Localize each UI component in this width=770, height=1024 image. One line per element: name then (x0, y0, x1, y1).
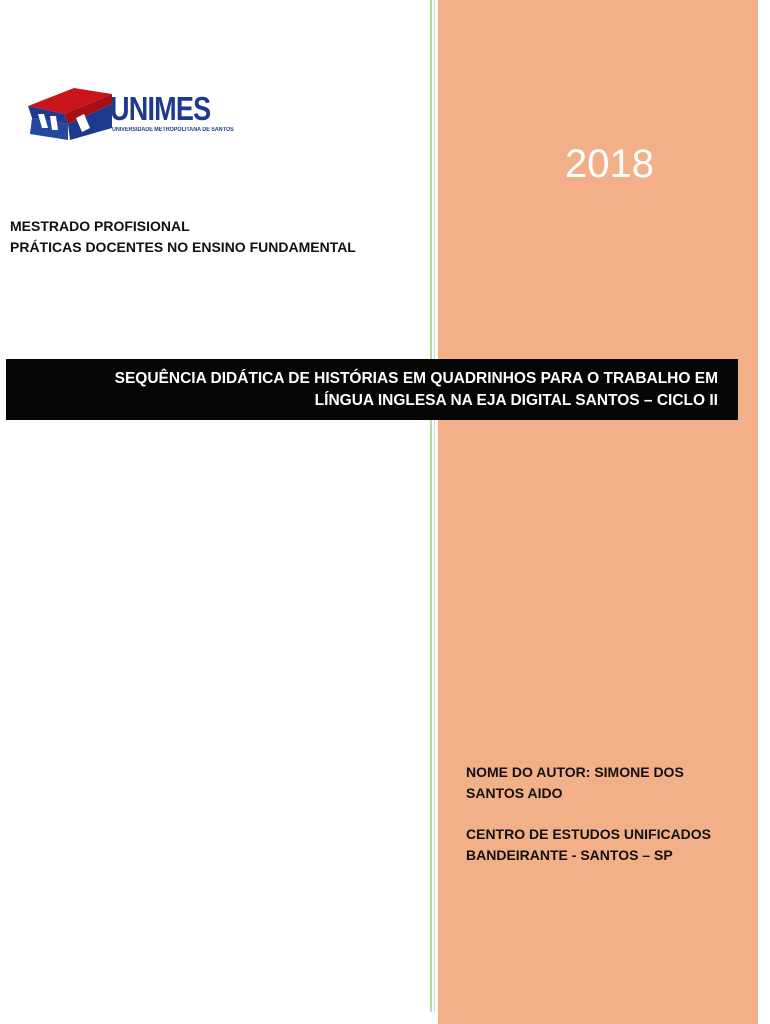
logo-emblem-icon (24, 84, 114, 144)
institution-line: BANDEIRANTE - SANTOS – SP (466, 847, 673, 863)
divider-rule-thin (434, 0, 435, 1012)
program-line: PRÁTICAS DOCENTES NO ENSINO FUNDAMENTAL (10, 239, 356, 255)
institution-block (466, 824, 726, 866)
program-line: MESTRADO PROFISIONAL (10, 218, 190, 234)
institution-line: CENTRO DE ESTUDOS UNIFICADOS (466, 826, 712, 842)
divider-rule (430, 0, 432, 1012)
logo-subtitle: UNIVERSIDADE METROPOLITANA DE SANTOS (112, 127, 234, 133)
title-line: SEQUÊNCIA DIDÁTICA DE HISTÓRIAS EM QUADRINHOS PARA O TRABALHO EM (114, 370, 718, 387)
logo-wordmark: UNIMES (110, 90, 211, 127)
author-name-line: SANTOS AIDO (466, 785, 563, 801)
author-name-line: NOME DO AUTOR: SIMONE DOS (466, 764, 684, 780)
title-banner (6, 359, 738, 420)
document-title (18, 368, 718, 412)
author-block (466, 762, 726, 866)
year-label: 2018 (565, 142, 654, 186)
title-line: LÍNGUA INGLESA NA EJA DIGITAL SANTOS – CICLO II (314, 392, 718, 409)
unimes-logo (24, 84, 234, 146)
program-heading (10, 216, 356, 258)
